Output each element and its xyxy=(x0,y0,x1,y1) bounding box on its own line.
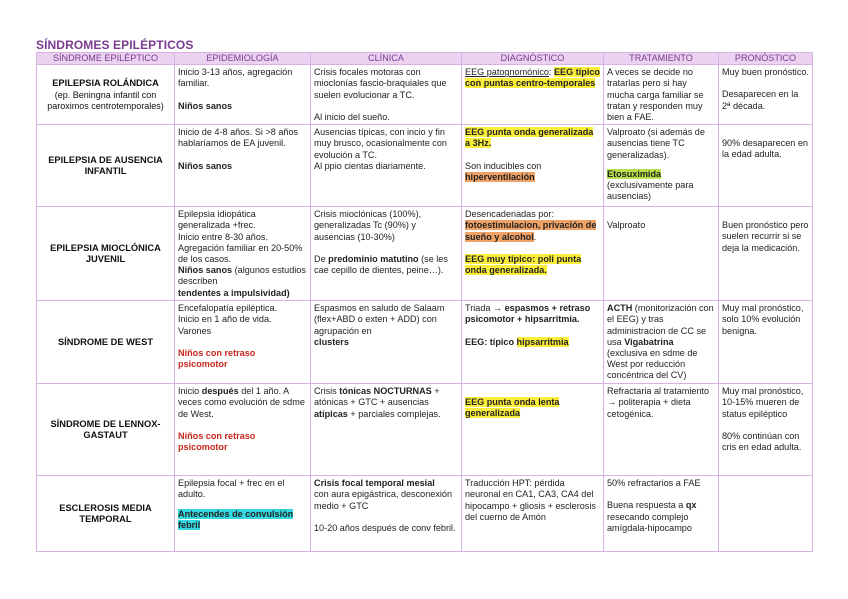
cell-text xyxy=(178,386,307,420)
diag-bold: espasmos + retraso psicomotor + hipsarritmia. xyxy=(465,303,591,325)
cell-text xyxy=(314,386,458,420)
clinical-cell xyxy=(311,207,462,301)
cell-text: Muy mal pronóstico, 10-15% mueren de status epiléptico xyxy=(722,386,804,419)
header-diagnosis: DIAGNÓSTICO xyxy=(462,53,604,65)
cell-text: Refractaria al tratamiento → politerapia + dieta cetogénica. xyxy=(607,386,710,419)
cell-text: Valproato (si además de ausencias tiene TC generalizadas). xyxy=(607,127,705,160)
page-title: SÍNDROMES EPILÉPTICOS xyxy=(36,38,194,52)
diag-bold: EEG: típico xyxy=(465,336,515,347)
cell-text: Crisis mioclónicas (100%), generalizadas Tc (90%) y ausencias (10-30%) xyxy=(314,209,422,242)
diagnosis-cell xyxy=(462,384,604,476)
header-treatment: TRATAMIENTO xyxy=(604,53,719,65)
diag-highlight: fotoestimulacion, privación de sueño y alcohol xyxy=(465,220,597,242)
table-header-row xyxy=(37,53,813,65)
cell-text xyxy=(607,303,715,381)
cell-text: Al inicio del sueño. xyxy=(314,111,390,122)
syndrome-name: EPILEPSIA ROLÁNDICA xyxy=(52,78,159,89)
prognosis-cell xyxy=(719,125,813,207)
cell-text: Crisis focales motoras con mioclonías fascio-braquiales que suelen evolucionar a TC. xyxy=(314,67,447,100)
header-clinical: CLÍNICA xyxy=(311,53,462,65)
diagnosis-cell xyxy=(462,207,604,301)
epidemiology-cell xyxy=(175,476,311,552)
treatment-cell xyxy=(604,207,719,301)
syndrome-name-cell xyxy=(37,476,175,552)
cell-text: Inicio 3-13 años, agregación familiar. xyxy=(178,67,293,89)
treatment-cell xyxy=(604,384,719,476)
cell-text: Muy buen pronóstico. xyxy=(722,67,809,78)
cell-text xyxy=(607,169,715,180)
diag-highlight: hipsarritmia xyxy=(516,336,569,347)
cell-text xyxy=(465,303,600,325)
cell-text: Al ppio cientas diariamente. xyxy=(314,160,426,171)
table-row xyxy=(37,476,813,552)
table-row xyxy=(37,65,813,125)
cell-text: Agregación familiar en 20-50% de los casos. xyxy=(178,242,303,265)
prognosis-cell xyxy=(719,301,813,384)
diagnosis-cell xyxy=(462,301,604,384)
cell-text: (exclusivamente para ausencias) xyxy=(607,180,694,202)
cell-text xyxy=(607,500,715,534)
clinical-cell xyxy=(311,125,462,207)
epidemiology-cell xyxy=(175,301,311,384)
cli-text: Crisis xyxy=(314,386,337,397)
diag-text: Triada → xyxy=(465,303,503,314)
epi-highlight: Antecendes de convulsión febril xyxy=(178,508,294,530)
cli-text: + atónicas + GTC + ausencias xyxy=(314,386,440,408)
cell-text: 50% refractarios a FAE xyxy=(607,478,701,489)
cell-text: Encefalopatía epiléptica. xyxy=(178,303,278,314)
cell-text xyxy=(465,172,600,183)
prognosis-cell xyxy=(719,207,813,301)
cli-bold: atípicas xyxy=(314,408,348,419)
syndrome-name: SÍNDROME DE LENNOX-GASTAUT xyxy=(50,419,161,441)
prognosis-cell xyxy=(719,65,813,125)
cell-text xyxy=(314,254,458,276)
cli-bold: predominio matutino xyxy=(328,253,419,264)
diag-highlight: EEG típico con puntas centro-temporales xyxy=(465,67,600,89)
cell-text: 90% desaparecen en la edad adulta. xyxy=(722,138,808,160)
clinical-cell xyxy=(311,476,462,552)
clinical-cell xyxy=(311,301,462,384)
cell-text: fotoestimulacion, privación de sueño y alcohol. xyxy=(465,220,597,242)
syndrome-name-cell xyxy=(37,301,175,384)
diagnosis-cell xyxy=(462,65,604,125)
epi-bold: después xyxy=(201,386,239,397)
epidemiology-cell xyxy=(175,125,311,207)
treatment-bold: qx xyxy=(685,500,697,511)
cell-text: 10-20 años después de conv febril. xyxy=(314,522,456,533)
table-row xyxy=(37,301,813,384)
cell-text: Epilepsia focal + frec en el adulto. xyxy=(178,478,285,500)
cell-text xyxy=(465,127,600,149)
header-prognosis: PRONÓSTICO xyxy=(719,53,813,65)
cell-text: Inicio de 4-8 años. Si >8 años hablaríamos de EA juvenil. xyxy=(178,127,299,149)
cell-text xyxy=(465,397,600,419)
syndrome-subname: (ep. Beningna infantil con paroximos centrotemporales) xyxy=(47,89,164,111)
diagnosis-cell xyxy=(462,125,604,207)
treatment-bold: Vigabatrina xyxy=(624,336,674,347)
syndrome-name-cell xyxy=(37,65,175,125)
table-row xyxy=(37,207,813,301)
prognosis-cell xyxy=(719,384,813,476)
cli-text: De xyxy=(314,253,326,264)
diag-highlight: EEG muy típico: poli punta onda generalizada. xyxy=(465,253,582,276)
cell-text: Son inducibles con xyxy=(465,160,542,171)
epi-text: (algunos estudios describen xyxy=(178,265,306,287)
cell-text: Buen pronóstico pero suelen recurrir si se deja la medicación. xyxy=(722,220,809,253)
treatment-text: Buena respuesta a xyxy=(607,500,684,511)
clinical-cell xyxy=(311,384,462,476)
table-row xyxy=(37,125,813,207)
treatment-text: (monitorización con el EEG) y tras administracion de CC se usa xyxy=(607,303,714,347)
cell-text: Inicio entre 8-30 años. xyxy=(178,231,268,242)
treatment-cell xyxy=(604,65,719,125)
cell-text: con aura epigástrica, desconexión medio + GTC xyxy=(314,489,453,511)
cell-text xyxy=(465,337,600,348)
cell-text: tendentes a impulsividad) xyxy=(178,287,290,298)
syndrome-name: SÍNDROME DE WEST xyxy=(57,337,154,348)
cell-text: Traducción HPT: pérdida neuronal en CA1, CA3, CA4 del hipocampo + gliosis + esclerosis del cuerno de Amón xyxy=(465,478,596,522)
cell-text: Niños sanos xyxy=(178,100,233,111)
syndrome-name: ESCLEROSIS MEDIA TEMPORAL xyxy=(59,503,152,525)
diag-highlight: EEG punta onda lenta generalizada xyxy=(465,397,560,419)
epileptic-syndromes-table xyxy=(36,52,813,552)
epi-text: Inicio xyxy=(178,386,200,397)
cell-text xyxy=(178,509,307,531)
treatment-text: (exclusiva en sdme de West por reducción concéntrica del CV) xyxy=(607,348,698,381)
cell-text: Desencadenadas por: xyxy=(465,209,554,220)
cell-text: Niños con retraso psicomotor xyxy=(178,347,256,370)
treatment-cell xyxy=(604,476,719,552)
cell-text: Espasmos en saludo de Salaam (flex+ABD o exten + ADD) con agrupación en xyxy=(314,303,445,336)
diagnosis-cell xyxy=(462,476,604,552)
header-epidemiology: EPIDEMIOLOGÍA xyxy=(175,53,311,65)
treatment-cell xyxy=(604,125,719,207)
syndrome-name-cell xyxy=(37,384,175,476)
cell-text: clusters xyxy=(314,336,349,347)
cell-text: Epilepsia idiopática generalizada +frec. xyxy=(178,209,256,231)
header-syndrome: SÍNDROME EPILÉPTICO xyxy=(37,53,175,65)
cell-text: Varones xyxy=(178,325,212,336)
epidemiology-cell xyxy=(175,384,311,476)
syndrome-name: EPILEPSIA DE AUSENCIA INFANTIL xyxy=(48,155,163,177)
diag-highlight: EEG punta onda generalizada a 3Hz. xyxy=(465,127,594,149)
cli-bold: tónicas NOCTURNAS xyxy=(339,386,432,397)
syndrome-name-cell xyxy=(37,207,175,301)
cell-text: Niños con retraso psicomotor xyxy=(178,430,256,453)
treatment-highlight: Etosuximida xyxy=(607,168,662,179)
cell-text: Niños sanos xyxy=(178,160,233,171)
epidemiology-cell xyxy=(175,65,311,125)
treatment-cell xyxy=(604,301,719,384)
prognosis-cell xyxy=(719,476,813,552)
treatment-text: resecando complejo amígdala-hipocampo xyxy=(607,511,692,533)
cell-text: EEG patognomónico: EEG típico con puntas centro-temporales xyxy=(465,67,600,89)
syndrome-name: EPILEPSIA MIOCLÓNICA JUVENIL xyxy=(50,243,161,265)
cell-text: Crisis focal temporal mesial xyxy=(314,478,435,489)
table-row xyxy=(37,384,813,476)
syndrome-name-cell xyxy=(37,125,175,207)
cell-text: Valproato xyxy=(607,220,646,231)
epi-text: del 1 año. A veces como evolución de sdme de West. xyxy=(178,386,305,419)
cell-text xyxy=(465,254,600,276)
treatment-bold: ACTH xyxy=(607,303,633,314)
clinical-cell xyxy=(311,65,462,125)
diag-highlight: hiperventilación xyxy=(465,171,535,182)
cell-text: Desaparecen en la 2ª década. xyxy=(722,89,799,111)
epidemiology-cell xyxy=(175,207,311,301)
cell-text xyxy=(178,265,307,287)
cell-text: Muy mal pronóstico, solo 10% evolución benigna. xyxy=(722,303,804,336)
epi-bold: Niños sanos xyxy=(178,265,233,276)
cell-text: 80% continúan con cris en edad adulta. xyxy=(722,430,802,453)
diag-text: EEG patognomónico xyxy=(465,67,549,78)
cell-text: Inicio en 1 año de vida. xyxy=(178,314,272,325)
cell-text: Ausencias típicas, con incio y fin muy brusco, ocasionalmente con evolución a TC. xyxy=(314,127,447,160)
cli-text: (se les cae cepillo de dientes, peine…). xyxy=(314,253,448,276)
cli-text: + parciales complejas. xyxy=(350,408,441,419)
cell-text: A veces se decide no tratarlas pero si hay mucha carga familiar se tratan y responden muy bien a FAE. xyxy=(607,67,704,123)
